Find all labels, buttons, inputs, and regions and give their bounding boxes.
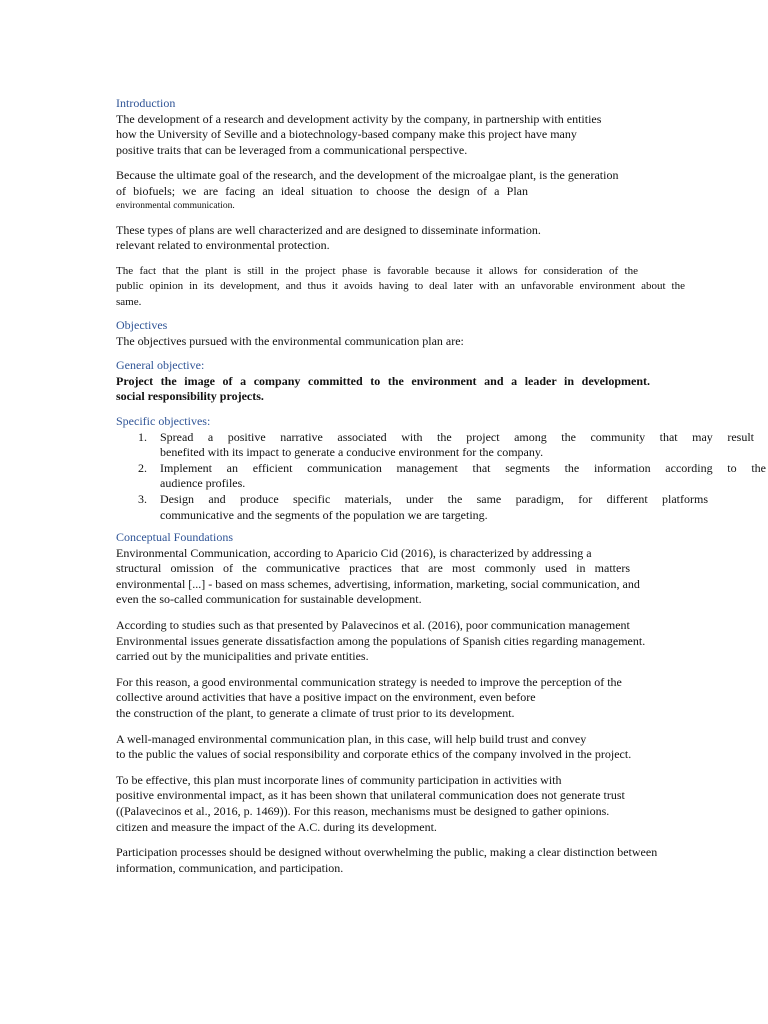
conceptual-paragraph-2 xyxy=(116,618,768,665)
conceptual-paragraph-5 xyxy=(116,773,768,835)
text-line: ((Palavecinos et al., 2016, p. 1469)). For this reason, mechanisms must be designed to gather opinions. xyxy=(116,804,610,818)
specific-objectives-list xyxy=(116,430,768,524)
list-item xyxy=(116,430,768,461)
text-line: positive environmental impact, as it has been shown that unilateral communication does not generate trust xyxy=(116,788,625,803)
text-line: To be effective, this plan must incorporate lines of community participation in activities with xyxy=(116,772,562,787)
conceptual-paragraph-6 xyxy=(116,845,768,876)
text-line: These types of plans are well characterized and are designed to disseminate information. xyxy=(116,222,541,237)
text-line: information, communication, and participation. xyxy=(116,860,344,875)
introduction-paragraph-3 xyxy=(116,223,768,254)
specific-objectives-heading: Specific objectives: xyxy=(116,413,211,428)
general-objective-heading: General objective: xyxy=(116,358,205,373)
text-line: social responsibility projects. xyxy=(116,389,264,404)
text-line: Design and produce specific materials, under the same paradigm, for different platforms xyxy=(160,491,708,506)
objectives-heading: Objectives xyxy=(116,317,168,332)
text-line: According to studies such as that presented by Palavecinos et al. (2016), poor communication management xyxy=(116,618,630,633)
document-page xyxy=(116,96,768,876)
text-line: benefited with its impact to generate a conducive environment for the company. xyxy=(160,445,544,460)
text-line: positive traits that can be leveraged from a communicational perspective. xyxy=(116,142,468,157)
text-line: same. xyxy=(116,295,142,308)
text-line: The development of a research and development activity by the company, in partnership with entities xyxy=(116,111,602,126)
text-line: even the so-called communication for sustainable development. xyxy=(116,592,422,607)
text-line: relevant related to environmental protection. xyxy=(116,238,330,253)
text-line: of biofuels; we are facing an ideal situation to choose the design of a Plan xyxy=(116,183,528,198)
text-line: For this reason, a good environmental communication strategy is needed to improve the perception of the xyxy=(116,674,622,689)
text-line: The fact that the plant is still in the project phase is favorable because it allows for consideration of the xyxy=(116,264,638,277)
conceptual-paragraph-4 xyxy=(116,732,768,763)
text-line: to the public the values of social responsibility and corporate ethics of the company involved in the project. xyxy=(116,747,632,762)
conceptual-paragraph-1 xyxy=(116,546,768,608)
conceptual-foundations-heading: Conceptual Foundations xyxy=(116,530,233,545)
text-line: structural omission of the communicative practices that are most commonly used in matters xyxy=(116,561,630,576)
introduction-paragraph-2 xyxy=(116,168,644,212)
text-line: communicative and the segments of the population we are targeting. xyxy=(160,507,488,522)
text-line: The objectives pursued with the environmental communication plan are: xyxy=(116,333,464,348)
general-objective-text xyxy=(116,374,768,405)
text-line: Project the image of a company committed to the environment and a leader in development. xyxy=(116,373,650,388)
text-line: how the University of Seville and a biotechnology-based company make this project have many xyxy=(116,127,577,142)
objectives-intro xyxy=(116,334,768,350)
text-line: Implement an efficient communication management that segments the information according to the xyxy=(160,460,766,475)
text-line: A well-managed environmental communication plan, in this case, will help build trust and convey xyxy=(116,731,587,746)
introduction-heading: Introduction xyxy=(116,96,176,110)
introduction-paragraph-4 xyxy=(116,264,768,310)
text-line: carried out by the municipalities and private entities. xyxy=(116,649,369,664)
text-line: Because the ultimate goal of the research, and the development of the microalgae plant, is the generation xyxy=(116,168,619,183)
list-item xyxy=(116,492,768,523)
text-line: collective around activities that have a positive impact on the environment, even before xyxy=(116,690,536,705)
text-line: audience profiles. xyxy=(160,476,246,491)
list-item xyxy=(116,461,768,492)
text-line: Participation processes should be designed without overwhelming the public, making a clear distinction between xyxy=(116,845,658,860)
text-line: Spread a positive narrative associated with the project among the community that may result xyxy=(160,429,754,444)
text-line: public opinion in its development, and thus it avoids having to deal later with an unfavorable environment about the xyxy=(116,280,685,293)
text-line: Environmental Communication, according to Aparicio Cid (2016), is characterized by addressing a xyxy=(116,545,592,560)
text-line: citizen and measure the impact of the A.C. during its development. xyxy=(116,819,437,834)
introduction-paragraph-1 xyxy=(116,112,768,159)
list-item-number: 2. xyxy=(138,460,147,475)
text-line: the construction of the plant, to generate a climate of trust prior to its development. xyxy=(116,706,515,721)
text-line: environmental communication. xyxy=(116,200,235,211)
list-item-number: 3. xyxy=(138,491,147,506)
conceptual-paragraph-3 xyxy=(116,675,768,722)
text-line: Environmental issues generate dissatisfaction among the populations of Spanish cities regarding management. xyxy=(116,633,646,648)
text-line: environmental [...] - based on mass schemes, advertising, information, marketing, social communication, and xyxy=(116,576,640,591)
list-item-number: 1. xyxy=(138,429,147,444)
